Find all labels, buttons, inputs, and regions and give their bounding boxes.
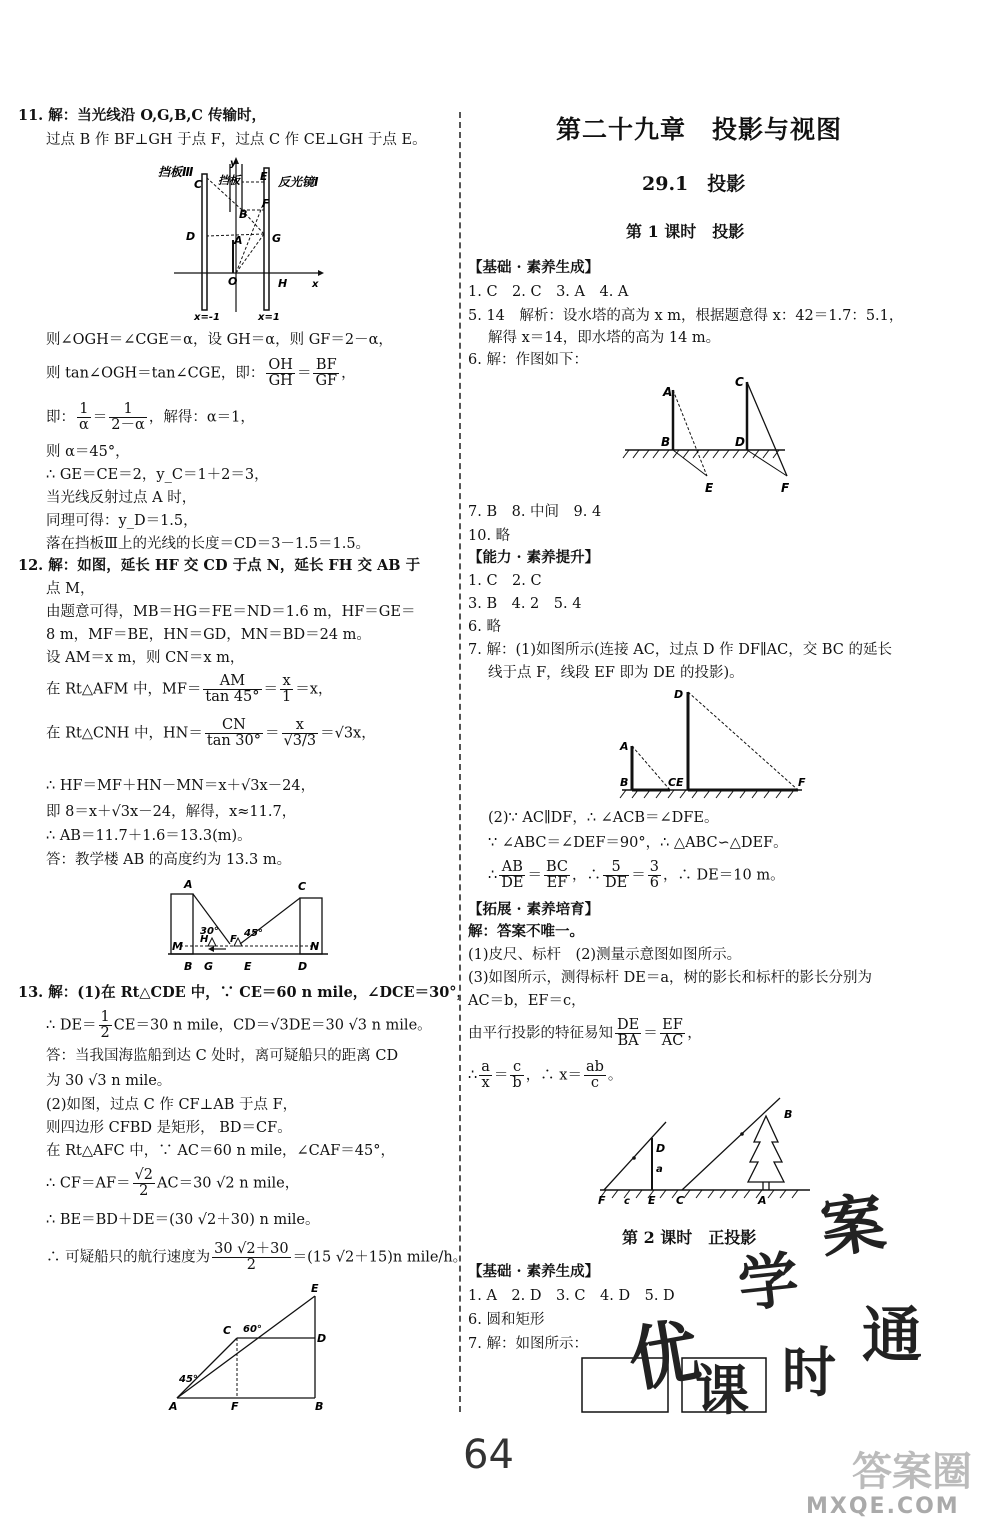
site-logo: 答案圈 (852, 1449, 972, 1495)
fig1-C: C (735, 375, 744, 389)
ability-ans-7a: 7. 解：(1)如图所示(连接 AC，过点 D 作 DF∥AC，交 BC 的延长 (468, 642, 892, 658)
q13-figure (165, 1278, 335, 1413)
fig3-B: B (784, 1108, 793, 1121)
q11-line7: ∴ GE＝CE＝2，y_C＝1＋2＝3， (46, 467, 269, 483)
q13-line4: 为 30 √3 n mile。 (46, 1073, 172, 1089)
q12-figure (168, 876, 338, 976)
q13-line7: 在 Rt△AFC 中，∵ AC＝60 n mile，∠CAF＝45°， (46, 1143, 396, 1159)
q13-angle45: 45° (179, 1374, 198, 1385)
q11-F: F (262, 197, 270, 210)
q13-line8: ∴ CF＝AF＝ $\frac{√2}{2}$ AC＝30 √2 n mile， (46, 1167, 300, 1199)
q12-line4: 8 m，MF＝BE，HN＝GD，MN＝BD＝24 m。 (46, 627, 371, 643)
fig2-B: B (620, 776, 629, 789)
q12-angle45: 45° (244, 928, 263, 939)
watermark-char-2: 学 (735, 1245, 803, 1321)
q12-C: C (298, 880, 307, 893)
q13-line3: 答：当我国海监船到达 C 处时，离可疑船只的距离 CD (46, 1048, 399, 1064)
fig3-c: c (624, 1196, 630, 1206)
q13-F: F (231, 1400, 239, 1413)
basic-ans-6: 6. 解：作图如下： (468, 352, 588, 368)
watermark-char-5: 时 (782, 1340, 836, 1404)
page-number: 64 (463, 1432, 514, 1478)
ext-line3a: (3)如图所示，测得标杆 DE＝a，树的影长和标杆的影长分别为 (468, 970, 873, 986)
q11-O: O (228, 275, 238, 288)
q11-G: G (272, 232, 282, 245)
ability-ans-7c: (2)∵ AC∥DF，∴ ∠ACB＝∠DFE。 (488, 810, 719, 826)
q12-line3: 由题意可得，MB＝HG＝FE＝ND＝1.6 m，HF＝GE＝ (46, 604, 416, 620)
fig1-F: F (781, 481, 790, 495)
basic-ans-5b: 解得 x＝14，即水塔的高为 14 m。 (488, 330, 721, 346)
q13-line2: ∴ DE＝ $\frac{1}{2}$ CE＝30 n mile，CD＝√3DE＝30 √3 n mile。 (46, 1009, 432, 1041)
lesson2-title: 第 2 课时 正投影 (622, 1228, 757, 1247)
fig3-F: F (598, 1194, 606, 1206)
q11-figure (150, 152, 350, 322)
ext-line4: 由平行投影的特征易知 $\frac{DE}{BA}$ ＝ $\frac{EF}{AC}$ ， (468, 1017, 702, 1049)
ability-heading: 【能力 · 素养提升】 (468, 549, 600, 566)
projection-figure-1 (621, 368, 801, 498)
q12-line11: 答：教学楼 AB 的高度约为 13.3 m。 (46, 852, 292, 868)
q11-A: A (234, 234, 243, 247)
watermark-char-6: 通 (862, 1301, 922, 1371)
basic-ans-7-9: 7. B 8. 中间 9. 4 (468, 504, 602, 520)
q11-baffle2-label: 挡板 (218, 174, 240, 187)
fig1-B: B (661, 435, 671, 449)
q13-D: D (317, 1332, 327, 1345)
q11-line5: 即： $\frac{1}{\alpha}$ ＝ $\frac{1}{2-\alpha}$ ，解得：α＝1， (46, 401, 255, 433)
q12-E: E (244, 960, 252, 973)
q12-M: M (172, 940, 183, 953)
basic2-ans-1-5: 1. A 2. D 3. C 4. D 5. D (468, 1288, 675, 1304)
column-divider (459, 112, 461, 1412)
ability-ans-1-2: 1. C 2. C (468, 573, 542, 589)
q11-xm1: x=-1 (194, 312, 220, 322)
q12-line9: 即 8＝x＋√3x－24，解得，x≈11.7， (46, 804, 297, 820)
q11-line1: 11. 解：当光线沿 O,G,B,C 传输时， (18, 107, 266, 124)
q12-D: D (298, 960, 308, 973)
lesson1-title: 第 1 课时 投影 (626, 222, 745, 241)
ability-ans-7e: ∴ $\frac{AB}{DE}$ ＝ $\frac{BC}{EF}$ ，∴ $\frac{5}{DE}$ ＝ $\frac{3}{6}$ ，∴ DE＝10 m。 (488, 859, 785, 891)
q12-line8: ∴ HF＝MF＋HN－MN＝x＋√3x－24， (46, 778, 316, 794)
ext-line2: (1)皮尺、标杆 (2)测量示意图如图所示。 (468, 947, 742, 963)
basic2-heading: 【基础 · 素养生成】 (468, 1263, 600, 1280)
chapter-title: 第二十九章 投影与视图 (556, 115, 843, 144)
q11-B: B (239, 208, 248, 221)
q12-F: F (230, 934, 237, 945)
q11-x1: x=1 (258, 312, 280, 322)
q12-line2: 点 M， (46, 581, 95, 597)
q11-line4: 则 tan∠OGH＝tan∠CGE，即： $\frac{OH}{GH}$ ＝ $\frac{BF}{GF}$ ， (46, 357, 356, 389)
q11-line3: 则∠OGH＝∠CGE＝α，设 GH＝α，则 GF＝2－α， (46, 332, 393, 348)
q11-line8: 当光线反射过点 A 时， (46, 490, 197, 506)
q13-A: A (169, 1400, 178, 1413)
q13-line5: (2)如图，过点 C 作 CF⊥AB 于点 F， (46, 1097, 298, 1113)
ability-ans-7b: 线于点 F，线段 EF 即为 DE 的投影)。 (488, 665, 744, 681)
q12-angle30: 30° (200, 926, 219, 937)
fig2-F: F (798, 776, 806, 789)
q12-line10: ∴ AB＝11.7＋1.6＝13.3(m)。 (46, 828, 252, 844)
q12-line5: 设 AM＝x m，则 CN＝x m， (46, 650, 245, 666)
fig3-E: E (648, 1194, 656, 1206)
fig3-a: a (656, 1164, 663, 1175)
watermark-char-1: 案 (815, 1184, 890, 1269)
q11-baffle-label: 挡板Ⅲ (158, 165, 194, 179)
q12-line1: 12. 解：如图，延长 HF 交 CD 于点 N，延长 FH 交 AB 于 (18, 557, 421, 574)
fig3-C: C (676, 1194, 685, 1206)
q11-x-axis: x (312, 279, 319, 290)
q12-G: G (204, 960, 214, 973)
q11-D: D (186, 230, 196, 243)
q11-line10: 落在挡板Ⅲ上的光线的长度＝CD＝3－1.5＝1.5。 (46, 536, 371, 552)
q11-y-axis: y (230, 158, 237, 169)
q13-B: B (315, 1400, 324, 1413)
q12-line6: 在 Rt△AFM 中，MF＝ $\frac{AM}{\tan 45^\circ}$ ＝ $\frac{x}{1}$ ＝x， (46, 673, 333, 705)
q12-line7: 在 Rt△CNH 中，HN＝ $\frac{CN}{\tan 30^\circ}$ ＝ $\frac{x}{√3/3}$ ＝√3x， (46, 717, 376, 749)
q12-N: N (310, 940, 320, 953)
basic2-ans-6: 6. 圆和矩形 (468, 1312, 545, 1328)
q13-angle60: 60° (243, 1324, 262, 1335)
fig3-A: A (758, 1194, 767, 1206)
basic-heading: 【基础 · 素养生成】 (468, 259, 600, 276)
watermark-char-3: 优 (622, 1308, 706, 1403)
fig2-D: D (674, 688, 684, 701)
extension-heading: 【拓展 · 素养培育】 (468, 901, 600, 918)
q13-C: C (223, 1324, 232, 1337)
q13-line1: 13. 解：(1)在 Rt△CDE 中，∵ CE＝60 n mile，∠DCE＝30°， (18, 984, 472, 1001)
basic2-ans-7: 7. 解：如图所示： (468, 1336, 588, 1352)
fig3-D: D (656, 1142, 666, 1155)
basic-ans-5a: 5. 14 解析：设水塔的高为 x m，根据题意得 x：42＝1.7：5.1， (468, 308, 904, 324)
q11-line6: 则 α＝45°， (46, 444, 130, 460)
q11-C: C (194, 178, 203, 191)
ext-line3b: AC＝b，EF＝c， (468, 993, 586, 1009)
fig2-E: E (676, 776, 684, 789)
basic-ans-1-4: 1. C 2. C 3. A 4. A (468, 284, 629, 300)
q11-line2: 过点 B 作 BF⊥GH 于点 F，过点 C 作 CE⊥GH 于点 E。 (46, 132, 427, 148)
q11-E: E (260, 170, 268, 183)
section-title: 29.1 投影 (642, 173, 746, 195)
q13-line6: 则四边形 CFBD 是矩形， BD＝CF。 (46, 1120, 292, 1136)
ability-ans-3-5: 3. B 4. 2 5. 4 (468, 596, 582, 612)
q12-H: H (200, 934, 209, 945)
ability-ans-7d: ∵ ∠ABC＝∠DEF＝90°，∴ △ABC∽△DEF。 (488, 835, 788, 851)
fig1-E: E (705, 481, 714, 495)
ability-ans-6: 6. 略 (468, 619, 501, 635)
q12-B: B (184, 960, 193, 973)
ext-line1: 解：答案不唯一。 (468, 923, 584, 940)
watermark-char-4: 课 (695, 1358, 749, 1422)
q13-E: E (311, 1282, 319, 1295)
fig2-C: C (668, 776, 677, 789)
fig1-A: A (663, 385, 673, 399)
ext-line5: ∴ $\frac{a}{x}$ ＝ $\frac{c}{b}$ ，∴ x＝ $\frac{ab}{c}$ 。 (468, 1059, 623, 1091)
basic-ans-10: 10. 略 (468, 528, 511, 544)
fig1-D: D (735, 435, 745, 449)
q11-H: H (278, 277, 288, 290)
q13-line10: ∴ 可疑船只的航行速度为 $\frac{30 √2+30}{2}$ ＝(15 √2＋15)n mile/h。 (46, 1241, 468, 1273)
q13-line9: ∴ BE＝BD＋DE＝(30 √2＋30) n mile。 (46, 1212, 320, 1228)
site-watermark: MXQE.COM (806, 1494, 960, 1519)
projection-figure-2 (616, 686, 816, 802)
q11-line9: 同理可得：y_D＝1.5， (46, 513, 198, 529)
q11-mirror-label: 反光镜Ⅰ (278, 175, 319, 189)
q12-A: A (184, 878, 193, 891)
projection-figure-3 (596, 1096, 816, 1206)
fig2-A: A (620, 740, 629, 753)
